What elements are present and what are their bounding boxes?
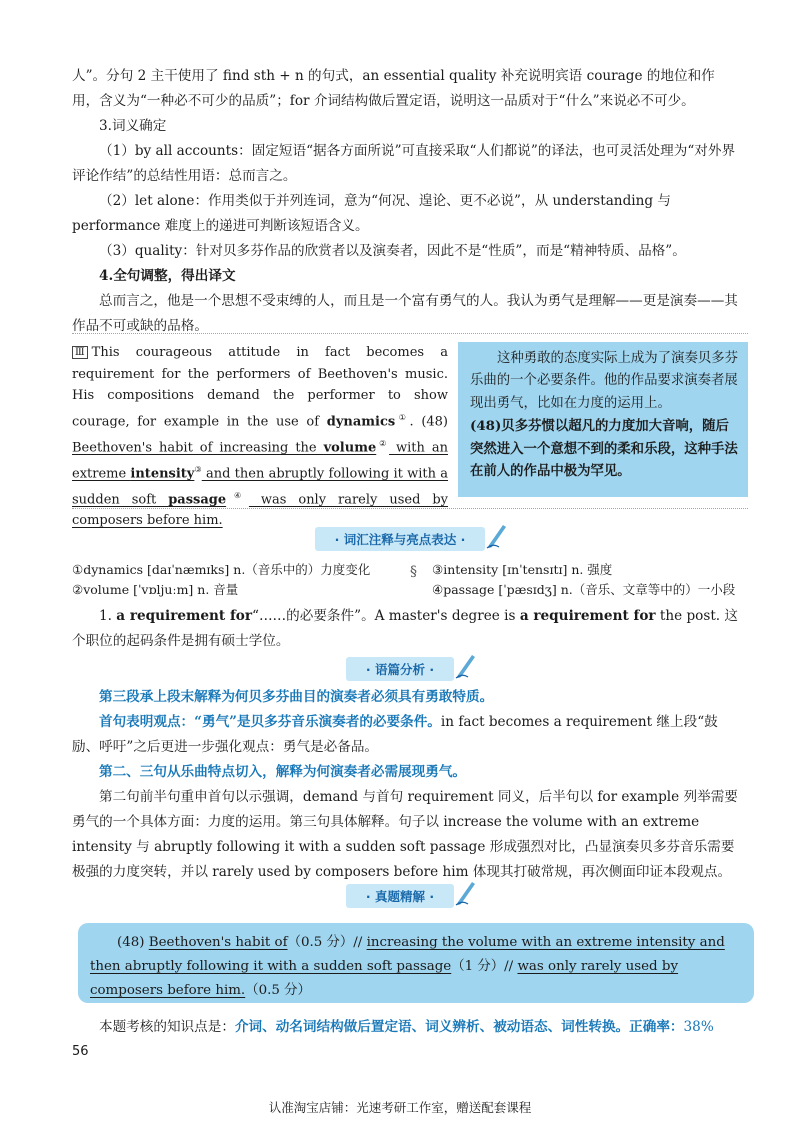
example-pre: 1. [99, 608, 117, 624]
cn-text-a: 这种勇敢的态度实际上成为了演奏贝多芬乐曲的一个必要条件。他的作品要求演奏者展现出勇气，比如在力度的运用上。 [470, 351, 739, 411]
mark-3: ③ [194, 464, 202, 474]
analysis-summary: 第三段承上段末解释为何贝多芬曲目的演奏者必须具有勇敢特质。 [99, 689, 494, 705]
meaning-item-2: （2）let alone：作用类似于并列连词，意为“何况、遑论、更不必说”，从 understanding 与 performance 难度上的递进可判断该短语含义。 [72, 193, 671, 234]
vocab-header [0, 527, 800, 551]
truth-header-title: · 真题精解 · [365, 889, 435, 904]
accuracy-value: 38% [683, 1019, 714, 1035]
vocab-2: ②volume [ˈvɒljuːm] n. 音量 [72, 582, 239, 597]
underlined-2: with an extreme [72, 440, 448, 481]
example-post: the post. 这个职位的起码条件是拥有硕士学位。 [72, 608, 739, 649]
analysis-point-2: 第二、三句从乐曲特点切入，解释为何演奏者必需展现勇气。 [99, 764, 467, 780]
meaning-item-1: （1）by all accounts：固定短语“据各方面所说”可直接采取“人们都说”的译法，也可灵活处理为“对外界评论作结”的总结性用语：总而言之。 [72, 143, 736, 184]
paragraph-english [72, 342, 448, 532]
heading-final-translation: 4.全句调整，得出译文 [99, 268, 236, 284]
truth-score-1: （0.5 分）// [287, 935, 367, 950]
truth-segment-3: was only rarely used by composers before him. [90, 959, 679, 998]
column-divider-icon: § [410, 564, 417, 580]
en-text-b: . (48) [409, 414, 449, 430]
pen-icon [485, 521, 507, 549]
word-passage: passage [168, 491, 227, 507]
underlined-3: and then abruptly following it with a sudden soft [72, 465, 449, 507]
vocab-header-title: · 词汇注释与亮点表达 · [334, 532, 466, 547]
underlined-4: was only rarely used by composers before him. [72, 491, 448, 529]
analysis-detail: 第二句前半句重申首句以示强调，demand 与首句 requirement 同义，后半句以 for example 列举需要勇气的一个具体方面：力度的运用。第三句具体解释。句子以 increase the volume with an extreme intensity 与 abruptly following it with a sudden soft passage 形成强烈对比，凸显演奏贝多芬音乐需要极强的力度突转，并以 rarely used by composers before him 体现其打破常规，再次侧面印证本段观点。 [72, 789, 738, 880]
final-translation: 总而言之，他是一个思想不受束缚的人，而且是一个富有勇气的人。我认为勇气是理解——更是演奏——其作品不可或缺的品格。 [72, 293, 738, 334]
vocab-4: ④passage [ˈpæsɪdʒ] n.（音乐、文章等中的）一小段 [432, 582, 736, 597]
meaning-item-3: （3）quality：针对贝多芬作品的欣赏者以及演奏者，因此不是“性质”，而是“精神特质、品格”。 [99, 243, 686, 259]
divider-top [72, 333, 748, 334]
accuracy-label: 正确率： [629, 1019, 684, 1035]
example-mid: “……的必要条件”。A master's degree is [252, 608, 520, 624]
cn-text-b: (48)贝多芬惯以超凡的力度加大音响，随后突然进入一个意想不到的柔和乐段，这种手法在前人的作品中极为罕见。 [470, 418, 738, 480]
truth-answer-box [78, 923, 754, 1003]
word-volume: volume [323, 440, 377, 456]
vocab-example [72, 604, 740, 654]
example-bold-2: a requirement for [519, 608, 656, 624]
vocab-list [72, 560, 740, 600]
top-text-block [72, 64, 740, 339]
analysis-header [0, 657, 800, 681]
en-text-a: This courageous attitude in fact becomes a requirement for the performers of Beethoven's music. His compositions demand the performer to show courage, for example in the use of [72, 345, 448, 430]
knowledge-line [72, 1015, 740, 1040]
truth-segment-1: Beethoven's habit of [148, 935, 288, 950]
truth-segment-2: increasing the volume with an extreme intensity and then abruptly following it with a sudden soft passage [90, 935, 725, 974]
word-intensity: intensity [130, 465, 195, 481]
vocab-1: ①dynamics [daɪˈnæmɪks] n.（音乐中的）力度变化 [72, 562, 371, 577]
underlined-1: Beethoven's habit of increasing the [72, 440, 324, 456]
vocab-3: ③intensity [ɪnˈtensɪtɪ] n. 强度 [432, 562, 613, 577]
analysis-header-pill [346, 657, 454, 681]
mark-2: ② [376, 438, 390, 448]
pen-icon [454, 651, 476, 679]
analysis-point-1: 首句表明观点：“勇气”是贝多芬音乐演奏者的必要条件。 [99, 714, 441, 730]
example-bold-1: a requirement for [116, 608, 253, 624]
analysis-point-1-detail: in fact becomes a requirement 继上段“鼓励、呼吁”之后更进一步强化观点：勇气是必备品。 [72, 714, 718, 755]
top-line: 人”。分句 2 主干使用了 find sth + n 的句式，an essential quality 补充说明宾语 courage 的地位和作用，含义为“一种必不可少的品质”；for 介词结构做后置定语，说明这一品质对于“什么”来说必不可少。 [72, 68, 715, 109]
paragraph-numeral: Ⅲ [72, 346, 88, 359]
footer-note: 认准淘宝店铺：光速考研工作室，赠送配套课程 [268, 1100, 532, 1115]
pen-icon [454, 878, 476, 906]
analysis-body [72, 685, 740, 885]
knowledge-points: 介词、动名词结构做后置定语、词义辨析、被动语态、词性转换。 [234, 1019, 630, 1035]
word-dynamics: dynamics [326, 414, 396, 430]
divider-middle [72, 508, 748, 509]
knowledge-label: 本题考核的知识点是： [99, 1019, 235, 1035]
truth-header [0, 884, 800, 908]
heading-word-meaning: 3.词义确定 [99, 118, 167, 134]
truth-header-pill [346, 884, 454, 908]
paragraph-section [72, 342, 748, 529]
analysis-header-title: · 语篇分析 · [365, 662, 435, 677]
truth-score-2: （1 分）// [451, 959, 518, 974]
truth-prefix: (48) [117, 935, 149, 950]
truth-score-3: （0.5 分） [245, 983, 311, 998]
page-number: 56 [72, 1044, 89, 1059]
paragraph-chinese-box [458, 342, 748, 497]
mark-4: ④ [226, 490, 249, 500]
vocab-right-col [432, 560, 735, 600]
mark-1: ① [395, 412, 410, 422]
vocab-header-pill [315, 527, 486, 551]
